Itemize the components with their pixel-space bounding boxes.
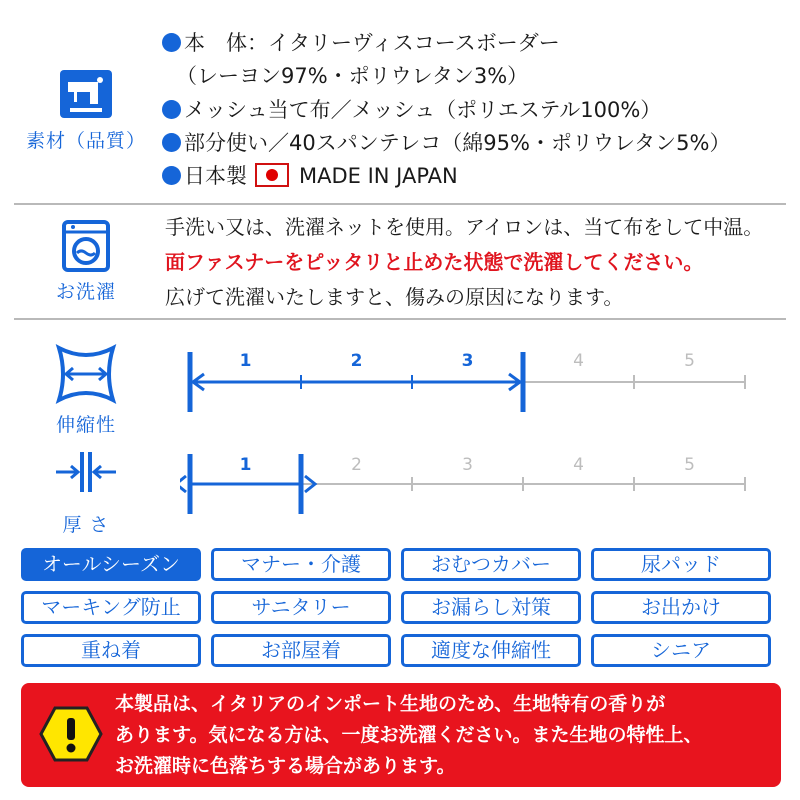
washing-line-3: 広げて洗濯いたしますと、傷みの原因になります。 — [165, 285, 624, 309]
scale-number: 2 — [350, 351, 363, 371]
tag-item: 適度な伸縮性 — [401, 634, 581, 667]
warning-line-2: あります。気になる方は、一度お洗濯ください。また生地の特性上、 — [115, 724, 703, 746]
sewing-machine-icon — [58, 68, 114, 120]
scale-number: 2 — [351, 455, 362, 475]
material-label: 素材（品質） — [25, 130, 146, 152]
tag-item: おむつカバー — [401, 548, 581, 581]
tag-item: マーキング防止 — [21, 591, 201, 624]
material-origin: 日本製 MADE IN JAPAN — [162, 163, 458, 189]
washing-line-1: 手洗い又は、洗濯ネットを使用。アイロンは、当て布をして中温。 — [165, 215, 764, 239]
scale-number: 5 — [684, 455, 695, 475]
material-line-3: メッシュ当て布／メッシュ（ポリエステル100%） — [162, 97, 661, 123]
thickness-icon-block — [18, 448, 154, 537]
tag-item: お部屋着 — [211, 634, 391, 667]
scale-number: 1 — [239, 455, 252, 475]
thickness-label: 厚 さ — [62, 514, 110, 536]
divider — [14, 318, 786, 320]
stretch-label: 伸縮性 — [55, 414, 116, 436]
scale-number: 4 — [573, 455, 584, 475]
stretch-section — [0, 330, 800, 440]
feature-tags — [21, 548, 781, 667]
scale-number: 5 — [684, 351, 695, 371]
tag-item: サニタリー — [211, 591, 391, 624]
washing-section — [0, 205, 800, 315]
warning-icon — [39, 705, 103, 763]
tag-item: マナー・介護 — [211, 548, 391, 581]
scale-number: 4 — [573, 351, 584, 371]
scale-number: 3 — [461, 351, 474, 371]
stretch-icon — [55, 344, 117, 404]
bullet-icon — [162, 100, 181, 119]
tag-item: シニア — [591, 634, 771, 667]
scale-number: 3 — [462, 455, 473, 475]
japan-flag-icon — [255, 163, 289, 187]
washing-icon-block — [18, 219, 154, 304]
bullet-icon — [162, 33, 181, 52]
tag-item: お漏らし対策 — [401, 591, 581, 624]
stretch-scale — [180, 338, 780, 418]
bullet-icon — [162, 133, 181, 152]
washing-label: お洗濯 — [55, 281, 116, 303]
material-line-1: 本 体：イタリーヴィスコースボーダー — [162, 30, 560, 56]
scale-number: 1 — [239, 351, 252, 371]
tag-item: オールシーズン — [21, 548, 201, 581]
material-section — [0, 0, 800, 200]
warning-text — [115, 689, 702, 782]
bullet-icon — [162, 166, 181, 185]
tag-item: 尿パッド — [591, 548, 771, 581]
warning-line-1: 本製品は、イタリアのインポート生地のため、生地特有の香りが — [115, 693, 666, 715]
stretch-icon-block — [18, 344, 154, 437]
material-icon-block — [18, 68, 154, 153]
warning-box — [21, 683, 781, 787]
thickness-section — [0, 440, 800, 540]
thickness-scale — [180, 446, 780, 516]
washing-machine-icon — [61, 219, 111, 273]
thickness-icon — [54, 448, 118, 496]
scale-arrow-left — [180, 476, 186, 492]
tag-item: お出かけ — [591, 591, 771, 624]
material-line-2: （レーヨン97%・ポリウレタン3%） — [176, 64, 529, 88]
warning-line-3: お洗濯時に色落ちする場合があります。 — [115, 755, 456, 777]
washing-warning-line: 面ファスナーをピッタリと止めた状態で洗濯してください。 — [165, 250, 704, 274]
tag-item: 重ね着 — [21, 634, 201, 667]
material-line-4: 部分使い／40スパンテレコ（綿95%・ポリウレタン5%） — [162, 130, 730, 156]
